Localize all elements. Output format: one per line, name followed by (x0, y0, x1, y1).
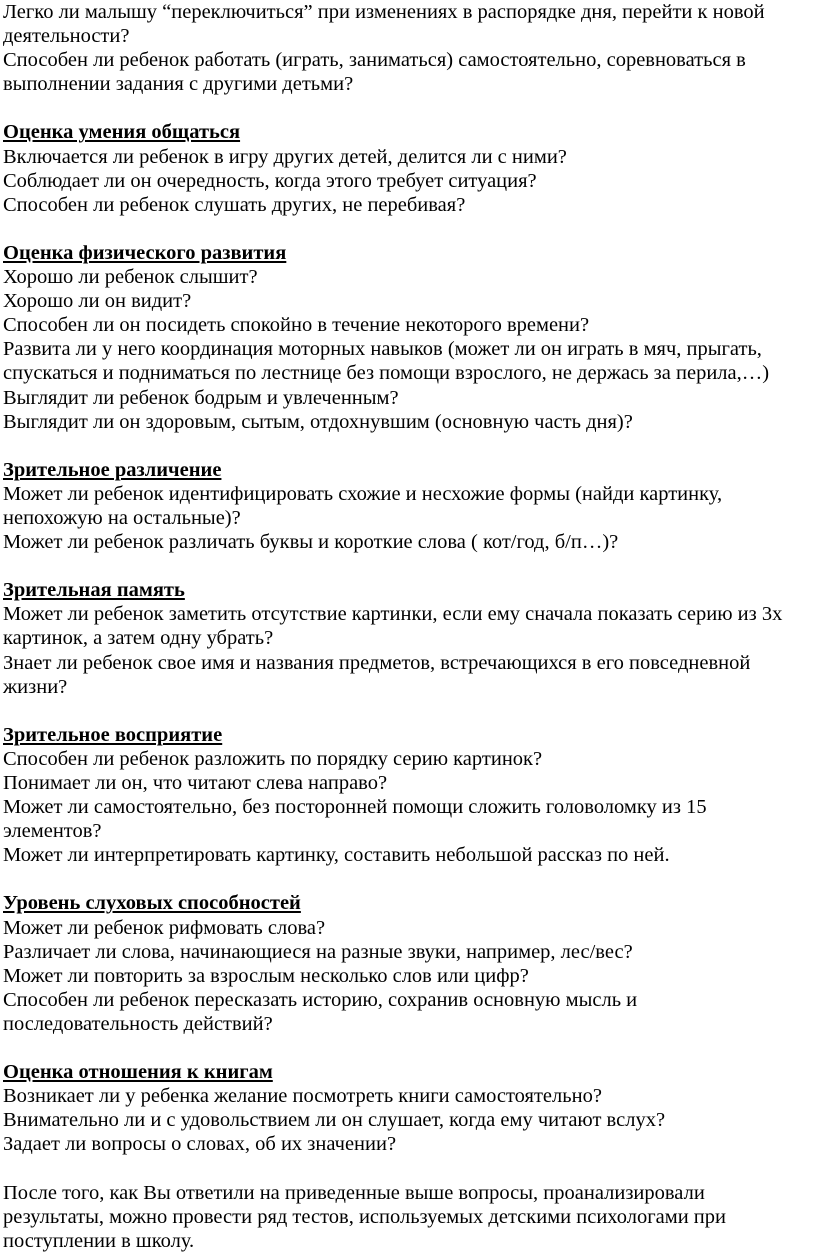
section-heading: Зрительное восприятие (3, 723, 223, 746)
document-page (3, 0, 815, 1253)
intro-line: деятельности? (3, 25, 130, 48)
section-visual-memory (3, 578, 815, 698)
intro-line: выполнении задания с другими детьми? (3, 73, 354, 96)
question-line: Задает ли вопросы о словах, об их значении? (3, 1133, 397, 1156)
question-line: Может ли самостоятельно, без посторонней помощи сложить головоломку из 15 (3, 796, 707, 819)
section-heading: Оценка отношения к книгам (3, 1061, 273, 1084)
conclusion-line: результаты, можно провести ряд тестов, используемых детскими психологами при (3, 1205, 726, 1228)
section-physical-development (3, 241, 815, 434)
section-heading: Уровень слуховых способностей (3, 892, 301, 915)
paragraph-spacer (3, 1157, 815, 1181)
section-auditory-abilities (3, 891, 815, 1036)
section-books-attitude (3, 1060, 815, 1156)
question-line: Способен ли ребенок разложить по порядку серию картинок? (3, 747, 543, 770)
question-line: Знает ли ребенок свое имя и названия предметов, встречающихся в его повседневной (3, 651, 751, 674)
question-line: Хорошо ли ребенок слышит? (3, 266, 258, 289)
question-line: Соблюдает ли он очередность, когда этого требует ситуация? (3, 169, 537, 192)
paragraph-spacer (3, 867, 815, 891)
paragraph-spacer (3, 1036, 815, 1060)
question-line: картинок, а затем одну убрать? (3, 627, 274, 650)
section-heading: Оценка физического развития (3, 241, 287, 264)
paragraph-spacer (3, 434, 815, 458)
intro-line: Способен ли ребенок работать (играть, заниматься) самостоятельно, соревноваться в (3, 49, 746, 72)
paragraph-spacer (3, 96, 815, 120)
question-line: Способен ли ребенок слушать других, не перебивая? (3, 193, 466, 216)
question-line: жизни? (3, 675, 68, 698)
question-line: Развита ли у него координация моторных навыков (может ли он играть в мяч, прыгать, (3, 338, 762, 361)
section-visual-perception (3, 723, 815, 868)
paragraph-spacer (3, 217, 815, 241)
conclusion-line: После того, как Вы ответили на приведенные выше вопросы, проанализировали (3, 1181, 705, 1204)
intro-line: Легко ли малышу “переключиться” при изменениях в распорядке дня, перейти к новой (3, 1, 765, 23)
question-line: Внимательно ли и с удовольствием ли он слушает, когда ему читают вслух? (3, 1109, 666, 1132)
question-line: Понимает ли он, что читают слева направо? (3, 772, 388, 794)
question-line: Выглядит ли он здоровым, сытым, отдохнувшим (основную часть дня)? (3, 410, 633, 433)
intro-block (3, 0, 815, 96)
question-line: Включается ли ребенок в игру других детей, делится ли с ними? (3, 145, 567, 168)
question-line: Выглядит ли ребенок бодрым и увлеченным? (3, 386, 399, 409)
paragraph-spacer (3, 699, 815, 723)
question-line: Возникает ли у ребенка желание посмотреть книги самостоятельно? (3, 1085, 602, 1108)
section-communication (3, 120, 815, 216)
question-line: Может ли ребенок идентифицировать схожие и несхожие формы (найди картинку, (3, 482, 723, 505)
question-line: элементов? (3, 820, 102, 843)
question-line: Различает ли слова, начинающиеся на разные звуки, например, лес/вес? (3, 940, 633, 963)
question-line: Может ли ребенок рифмовать слова? (3, 916, 326, 939)
question-line: Способен ли ребенок пересказать историю, сохранив основную мысль и (3, 988, 638, 1011)
question-line: Может ли интерпретировать картинку, составить небольшой рассказ по ней. (3, 844, 670, 867)
section-visual-discrimination (3, 458, 815, 554)
question-line: Может ли ребенок заметить отсутствие картинки, если ему сначала показать серию из 3х (3, 603, 783, 626)
question-line: Хорошо ли он видит? (3, 290, 192, 313)
question-line: непохожую на остальные)? (3, 506, 241, 529)
section-heading: Зрительная память (3, 579, 185, 602)
question-line: спускаться и подниматься по лестнице без помощи взрослого, не держась за перила,…) (3, 362, 770, 385)
question-line: Способен ли он посидеть спокойно в течение некоторого времени? (3, 314, 590, 337)
question-line: последовательность действий? (3, 1012, 273, 1035)
question-line: Может ли ребенок различать буквы и короткие слова ( кот/год, б/п…)? (3, 531, 619, 554)
conclusion-block (3, 1181, 815, 1253)
question-line: Может ли повторить за взрослым несколько слов или цифр? (3, 964, 529, 987)
section-heading: Оценка умения общаться (3, 121, 241, 144)
paragraph-spacer (3, 554, 815, 578)
section-heading: Зрительное различение (3, 458, 222, 481)
conclusion-line: поступлении в школу. (3, 1229, 195, 1252)
